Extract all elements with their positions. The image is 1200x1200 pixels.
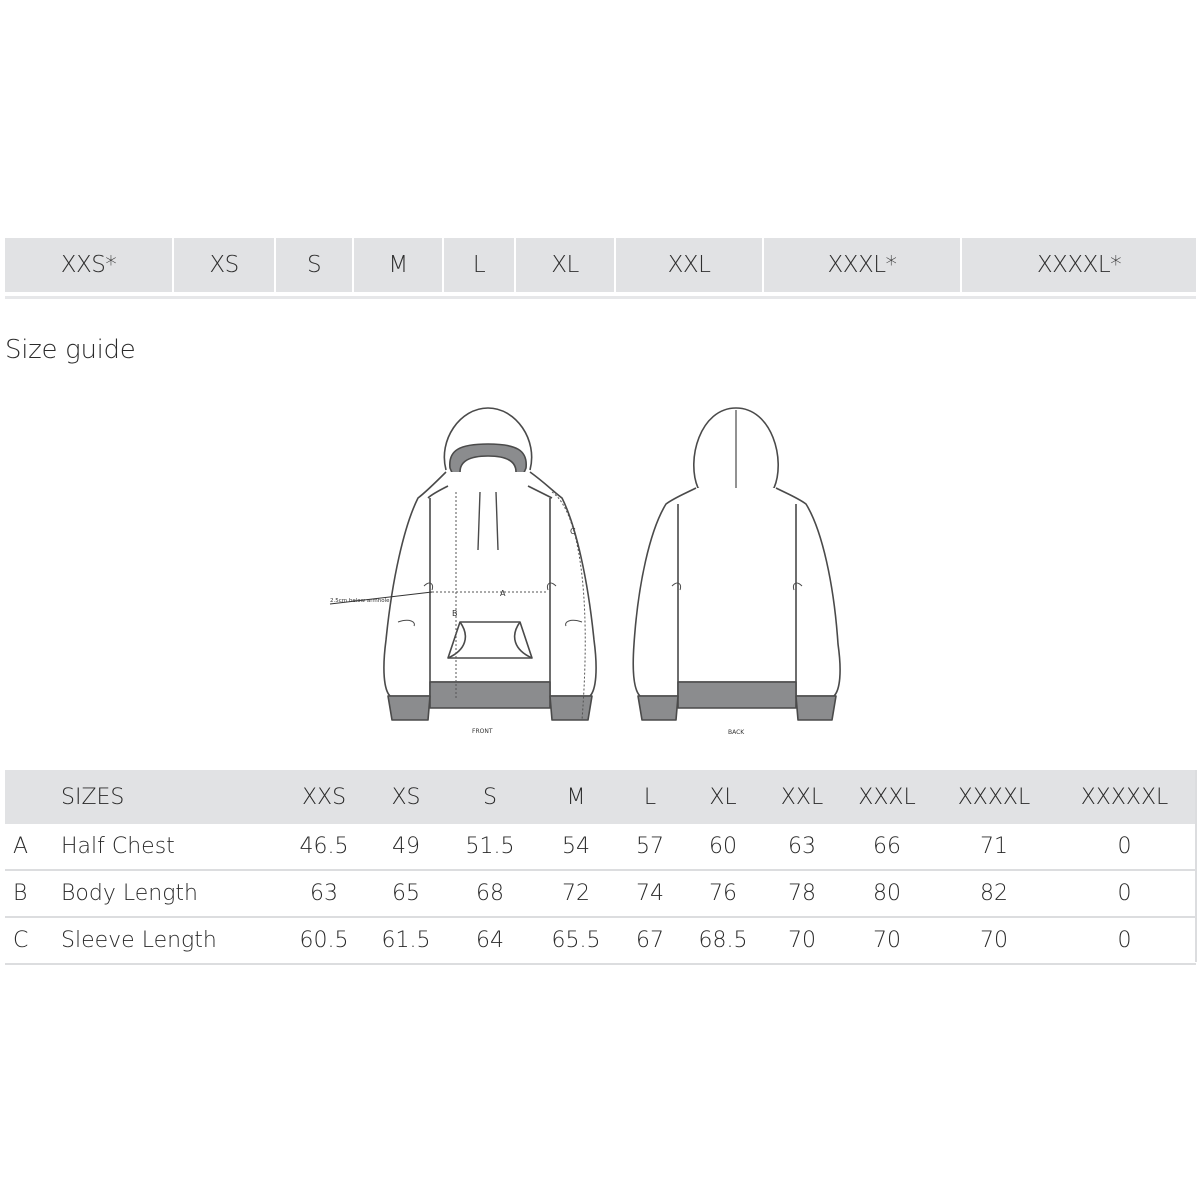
table-right-border: [1195, 770, 1197, 962]
cell-value: 70: [839, 917, 935, 964]
marker-c: C: [570, 527, 576, 536]
cell-value: 60.5: [283, 917, 365, 964]
row-key: A: [5, 824, 53, 870]
header-size: M: [533, 770, 619, 824]
row-label: Sleeve Length: [53, 917, 283, 964]
size-option-xs[interactable]: XS: [174, 238, 274, 292]
cell-value: 0: [1053, 917, 1196, 964]
cell-value: 76: [681, 870, 765, 917]
size-selector-strip: [5, 238, 1196, 292]
cell-value: 71: [935, 824, 1053, 870]
cell-value: 68.5: [681, 917, 765, 964]
header-size: XXL: [765, 770, 839, 824]
cell-value: 66: [839, 824, 935, 870]
separator-line: [5, 296, 1196, 299]
row-label: Half Chest: [53, 824, 283, 870]
size-option-m[interactable]: M: [354, 238, 442, 292]
cell-value: 80: [839, 870, 935, 917]
row-key: C: [5, 917, 53, 964]
hoodie-front: [330, 408, 596, 720]
page-title: Size guide: [5, 335, 136, 365]
header-size: XXXL: [839, 770, 935, 824]
cell-value: 0: [1053, 824, 1196, 870]
size-option-s[interactable]: S: [276, 238, 352, 292]
cell-value: 57: [619, 824, 681, 870]
size-option-xl[interactable]: XL: [516, 238, 614, 292]
cell-value: 74: [619, 870, 681, 917]
marker-a: A: [500, 589, 506, 598]
cell-value: 51.5: [447, 824, 533, 870]
table-row: [5, 917, 1196, 964]
header-size: XXS: [283, 770, 365, 824]
cell-value: 72: [533, 870, 619, 917]
cell-value: 82: [935, 870, 1053, 917]
cell-value: 0: [1053, 870, 1196, 917]
header-size: XS: [365, 770, 447, 824]
cell-value: 67: [619, 917, 681, 964]
marker-b: B: [452, 609, 458, 618]
cell-value: 78: [765, 870, 839, 917]
hoodie-back: [633, 408, 840, 720]
size-option-l[interactable]: L: [444, 238, 514, 292]
header-size: XXXXXL: [1053, 770, 1196, 824]
size-option-xxxl[interactable]: XXXL*: [764, 238, 960, 292]
header-size: XXXXL: [935, 770, 1053, 824]
header-size: XL: [681, 770, 765, 824]
cell-value: 54: [533, 824, 619, 870]
size-option-xxl[interactable]: XXL: [616, 238, 762, 292]
size-option-xxxxl[interactable]: XXXXL*: [962, 238, 1196, 292]
cell-value: 63: [283, 870, 365, 917]
cell-value: 65: [365, 870, 447, 917]
table-row: [5, 870, 1196, 917]
cell-value: 68: [447, 870, 533, 917]
size-chart-table: [5, 770, 1196, 965]
cell-value: 70: [765, 917, 839, 964]
cell-value: 63: [765, 824, 839, 870]
cell-value: 65.5: [533, 917, 619, 964]
cell-value: 64: [447, 917, 533, 964]
hoodie-diagram: [320, 400, 860, 745]
size-option-xxs[interactable]: XXS*: [5, 238, 172, 292]
header-size: L: [619, 770, 681, 824]
table-header-row: [5, 770, 1196, 824]
table-row: [5, 824, 1196, 870]
header-size: S: [447, 770, 533, 824]
cell-value: 70: [935, 917, 1053, 964]
back-label: BACK: [728, 729, 745, 736]
cell-value: 61.5: [365, 917, 447, 964]
header-key-cell: [5, 770, 53, 824]
row-key: B: [5, 870, 53, 917]
cell-value: 46.5: [283, 824, 365, 870]
measurement-note: 2.5cm below armhole: [330, 598, 390, 604]
header-sizes-label: SIZES: [53, 770, 283, 824]
front-label: FRONT: [472, 728, 493, 735]
cell-value: 60: [681, 824, 765, 870]
cell-value: 49: [365, 824, 447, 870]
row-label: Body Length: [53, 870, 283, 917]
